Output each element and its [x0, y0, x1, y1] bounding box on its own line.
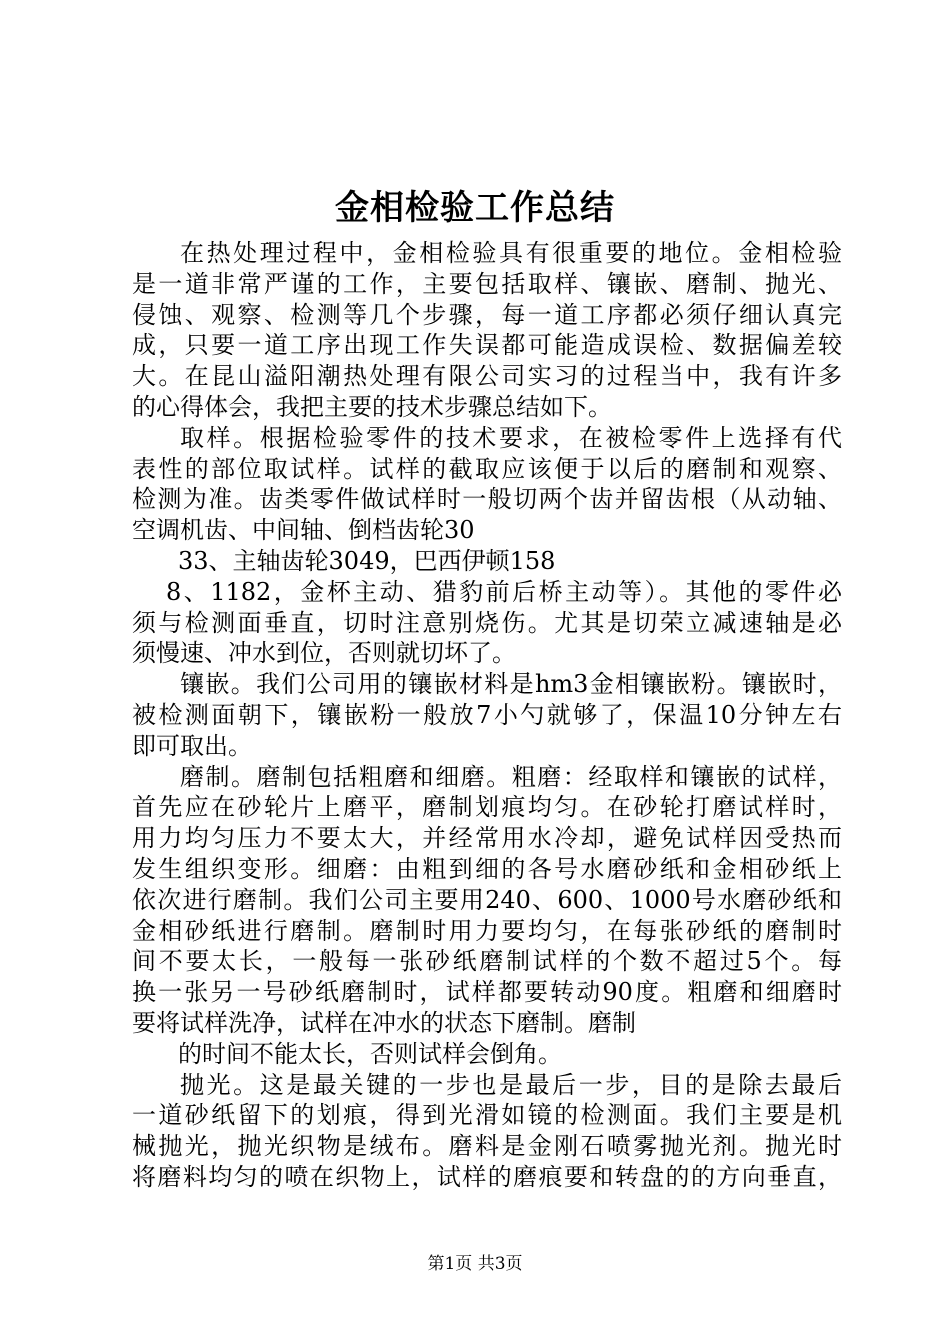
- text-line: 的时间不能太长，否则试样会倒角。: [178, 1039, 562, 1068]
- document-title: 金相检验工作总结: [335, 188, 615, 228]
- page-number-footer: 第1页 共3页: [427, 1254, 523, 1274]
- text-line: 发生组织变形。细磨：由粗到细的各号水磨砂纸和金相砂纸上: [132, 854, 842, 883]
- text-line: 侵蚀、观察、检测等几个步骤，每一道工序都必须仔细认真完: [132, 300, 842, 329]
- document-body: [132, 238, 842, 1193]
- text-line: 须与检测面垂直，切时注意别烧伤。尤其是切荣立减速轴是必: [132, 608, 842, 637]
- text-line: 抛光。这是最关键的一步也是最后一步，目的是除去最后: [180, 1070, 842, 1099]
- text-line: 金相砂纸进行磨制。磨制时用力要均匀，在每张砂纸的磨制时: [132, 916, 842, 945]
- text-line: 是一道非常严谨的工作，主要包括取样、镶嵌、磨制、抛光、: [132, 269, 842, 298]
- text-line: 磨制。磨制包括粗磨和细磨。粗磨：经取样和镶嵌的试样，: [180, 762, 842, 791]
- text-line: 检测为准。齿类零件做试样时一般切两个齿并留齿根（从动轴、: [132, 485, 842, 514]
- text-line: 33、主轴齿轮3049，巴西伊顿158: [178, 546, 556, 575]
- text-line: 被检测面朝下，镶嵌粉一般放7小勺就够了，保温10分钟左右: [132, 700, 842, 729]
- text-line: 间不要太长，一般每一张砂纸磨制试样的个数不超过5个。每: [132, 947, 842, 976]
- text-line: 一道砂纸留下的划痕，得到光滑如镜的检测面。我们主要是机: [132, 1101, 842, 1130]
- text-line: 首先应在砂轮片上磨平，磨制划痕均匀。在砂轮打磨试样时，: [132, 793, 842, 822]
- text-line: 即可取出。: [132, 731, 252, 760]
- text-line: 空调机齿、中间轴、倒档齿轮30: [132, 516, 475, 545]
- text-line: 表性的部位取试样。试样的截取应该便于以后的磨制和观察、: [132, 454, 842, 483]
- text-line: 换一张另一号砂纸磨制时，试样都要转动90度。粗磨和细磨时: [132, 978, 842, 1007]
- text-line: 大。在昆山溢阳潮热处理有限公司实习的过程当中，我有许多: [132, 362, 842, 391]
- text-line: 要将试样洗净，试样在冲水的状态下磨制。磨制: [132, 1008, 636, 1037]
- text-line: 械抛光，抛光织物是绒布。磨料是金刚石喷雾抛光剂。抛光时: [132, 1132, 842, 1161]
- text-line: 用力均匀压力不要太大，并经常用水冷却，避免试样因受热而: [132, 824, 842, 853]
- text-line: 在热处理过程中，金相检验具有很重要的地位。金相检验: [180, 239, 842, 267]
- text-line: 依次进行磨制。我们公司主要用240、600、1000号水磨砂纸和: [132, 885, 842, 914]
- text-line: 取样。根据检验零件的技术要求，在被检零件上选择有代: [180, 423, 842, 452]
- text-line: 须慢速、冲水到位，否则就切坏了。: [132, 639, 516, 668]
- text-line: 8、1182，金杯主动、猎豹前后桥主动等）。其他的零件必: [166, 577, 842, 606]
- text-line: 的心得体会，我把主要的技术步骤总结如下。: [132, 392, 612, 421]
- text-line: 将磨料均匀的喷在织物上，试样的磨痕要和转盘的的方向垂直，: [132, 1162, 842, 1191]
- text-line: 镶嵌。我们公司用的镶嵌材料是hm3金相镶嵌粉。镶嵌时，: [180, 670, 842, 699]
- text-line: 成，只要一道工序出现工作失误都可能造成误检、数据偏差较: [132, 331, 842, 360]
